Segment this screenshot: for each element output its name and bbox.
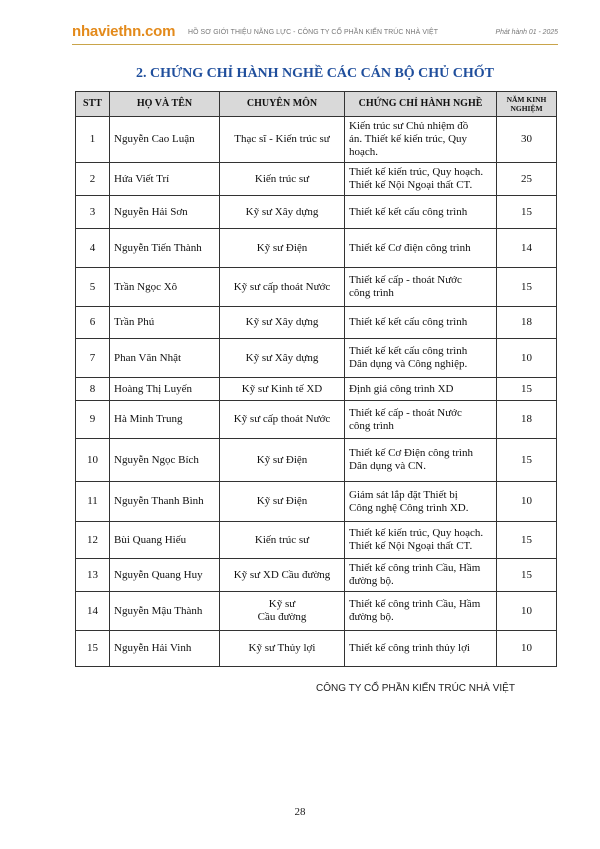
row-name: Nguyễn Thanh Bình bbox=[110, 482, 220, 522]
row-name: Bùi Quang Hiếu bbox=[110, 522, 220, 559]
column-header-specialty: CHUYÊN MÔN bbox=[220, 92, 345, 117]
table-row bbox=[76, 439, 557, 482]
page-header bbox=[72, 22, 558, 45]
table-row bbox=[76, 482, 557, 522]
certificate-line: công trình bbox=[349, 287, 394, 299]
row-stt: 15 bbox=[76, 631, 110, 667]
row-specialty: Kỹ sư Điện bbox=[220, 229, 345, 268]
table-row bbox=[76, 307, 557, 339]
row-years: 15 bbox=[497, 439, 557, 482]
row-stt: 13 bbox=[76, 559, 110, 592]
column-header-stt: STT bbox=[76, 92, 110, 117]
row-years: 18 bbox=[497, 401, 557, 439]
row-certificate bbox=[345, 631, 497, 667]
row-specialty: Kỹ sư Xây dựng bbox=[220, 307, 345, 339]
row-stt: 2 bbox=[76, 163, 110, 196]
row-years: 25 bbox=[497, 163, 557, 196]
column-header-certificate: CHỨNG CHỈ HÀNH NGHỀ bbox=[345, 92, 497, 117]
row-name: Nguyễn Hải Sơn bbox=[110, 196, 220, 229]
table-row bbox=[76, 559, 557, 592]
row-years: 15 bbox=[497, 196, 557, 229]
row-years: 10 bbox=[497, 339, 557, 378]
row-specialty: Kỹ sư Điện bbox=[220, 482, 345, 522]
row-certificate bbox=[345, 439, 497, 482]
row-specialty: Kỹ sư XD Cầu đường bbox=[220, 559, 345, 592]
row-years: 10 bbox=[497, 592, 557, 631]
row-specialty bbox=[220, 592, 345, 631]
certificate-line: công trình bbox=[349, 419, 394, 432]
table-row bbox=[76, 339, 557, 378]
certificate-line: Công nghệ Công trình XD. bbox=[349, 501, 469, 514]
row-stt: 4 bbox=[76, 229, 110, 268]
certificate-line: Thiết kế kết cấu công trình bbox=[349, 316, 468, 328]
certificate-line: Định giá công trình XD bbox=[349, 382, 454, 395]
row-name: Hà Minh Trung bbox=[110, 401, 220, 439]
row-years: 18 bbox=[497, 307, 557, 339]
row-years: 15 bbox=[497, 268, 557, 307]
row-years: 10 bbox=[497, 631, 557, 667]
row-stt: 8 bbox=[76, 378, 110, 401]
row-name: Hoàng Thị Luyến bbox=[110, 378, 220, 401]
row-name: Trần Phú bbox=[110, 307, 220, 339]
row-specialty: Kỹ sư Thủy lợi bbox=[220, 631, 345, 667]
company-name-footer: CÔNG TY CỔ PHẦN KIẾN TRÚC NHÀ VIỆT bbox=[316, 683, 515, 694]
row-specialty: Kiến trúc sư bbox=[220, 163, 345, 196]
staff-certificates-table bbox=[75, 91, 557, 667]
certificate-line: đường bộ. bbox=[349, 575, 394, 587]
certificate-line: Dân dụng và CN. bbox=[349, 460, 426, 472]
page-number: 28 bbox=[294, 806, 306, 818]
row-years: 14 bbox=[497, 229, 557, 268]
row-name: Phan Văn Nhật bbox=[110, 339, 220, 378]
row-name: Trần Ngọc Xô bbox=[110, 268, 220, 307]
certificate-line: Thiết kế công trình thủy lợi bbox=[349, 642, 470, 654]
row-specialty: Kỹ sư cấp thoát Nước bbox=[220, 268, 345, 307]
certificate-line: Thiết kế Nội Ngoại thất CT. bbox=[349, 179, 473, 191]
row-certificate bbox=[345, 196, 497, 229]
table-row bbox=[76, 229, 557, 268]
certificate-line: Giám sát lắp đặt Thiết bị bbox=[349, 488, 458, 501]
table-header-row bbox=[76, 92, 557, 117]
row-stt: 12 bbox=[76, 522, 110, 559]
row-years: 15 bbox=[497, 378, 557, 401]
row-specialty: Kiến trúc sư bbox=[220, 522, 345, 559]
column-header-years: NĂM KINH NGHIỆM bbox=[497, 92, 557, 117]
table-body bbox=[76, 117, 557, 667]
row-certificate bbox=[345, 339, 497, 378]
column-header-name: HỌ VÀ TÊN bbox=[110, 92, 220, 117]
row-years: 10 bbox=[497, 482, 557, 522]
row-stt: 6 bbox=[76, 307, 110, 339]
row-stt: 3 bbox=[76, 196, 110, 229]
certificate-line: Thiết kế Cơ điện công trình bbox=[349, 241, 471, 254]
certificate-line: Thiết kế kết cấu công trình bbox=[349, 345, 468, 357]
table-row bbox=[76, 196, 557, 229]
row-name: Nguyễn Quang Huy bbox=[110, 559, 220, 592]
row-certificate bbox=[345, 117, 497, 163]
certificate-line: đường bộ. bbox=[349, 611, 394, 623]
certificate-line: Thiết kế công trình Cầu, Hầm bbox=[349, 562, 481, 574]
certificate-line: Dân dụng và Công nghiệp. bbox=[349, 358, 468, 370]
row-name: Nguyễn Ngọc Bích bbox=[110, 439, 220, 482]
specialty-line: Cầu đường bbox=[257, 611, 307, 623]
section-title: 2. CHỨNG CHỈ HÀNH NGHỀ CÁC CÁN BỘ CHỦ CHỐT bbox=[135, 66, 495, 81]
row-certificate bbox=[345, 559, 497, 592]
row-name: Nguyễn Hải Vinh bbox=[110, 631, 220, 667]
row-specialty: Kỹ sư cấp thoát Nước bbox=[220, 401, 345, 439]
table-row bbox=[76, 268, 557, 307]
row-certificate bbox=[345, 401, 497, 439]
row-years: 15 bbox=[497, 559, 557, 592]
certificate-line: Thiết kế Cơ Điện công trình bbox=[349, 447, 474, 459]
certificate-line: Thiết kế kiến trúc, Quy hoạch. bbox=[349, 166, 484, 178]
row-certificate bbox=[345, 482, 497, 522]
row-years: 30 bbox=[497, 117, 557, 163]
certificate-line: Thiết kế cấp - thoát Nước bbox=[349, 406, 462, 419]
row-stt: 5 bbox=[76, 268, 110, 307]
table-row bbox=[76, 117, 557, 163]
certificate-line: Kiến trúc sư Chủ nhiệm đồ bbox=[349, 120, 469, 132]
certificate-line: hoạch. bbox=[349, 146, 379, 158]
row-stt: 7 bbox=[76, 339, 110, 378]
certificate-line: Thiết kế kiến trúc, Quy hoạch. bbox=[349, 527, 484, 539]
row-name: Nguyễn Cao Luận bbox=[110, 117, 220, 163]
row-certificate bbox=[345, 268, 497, 307]
row-specialty: Kỹ sư Điện bbox=[220, 439, 345, 482]
row-specialty: Kỹ sư Xây dựng bbox=[220, 196, 345, 229]
table-row bbox=[76, 592, 557, 631]
edition-label: Phát hành 01 - 2025 bbox=[495, 29, 558, 36]
row-stt: 10 bbox=[76, 439, 110, 482]
table-row bbox=[76, 631, 557, 667]
row-stt: 14 bbox=[76, 592, 110, 631]
row-certificate bbox=[345, 229, 497, 268]
table-row bbox=[76, 163, 557, 196]
row-stt: 1 bbox=[76, 117, 110, 163]
row-specialty: Kỹ sư Xây dựng bbox=[220, 339, 345, 378]
row-specialty: Thạc sĩ - Kiến trúc sư bbox=[220, 117, 345, 163]
table-row bbox=[76, 401, 557, 439]
certificate-line: Thiết kế cấp - thoát Nước bbox=[349, 274, 462, 286]
certificate-line: Thiết kế kết cấu công trình bbox=[349, 205, 468, 218]
row-name: Nguyễn Tiến Thành bbox=[110, 229, 220, 268]
row-certificate bbox=[345, 378, 497, 401]
certificate-line: Thiết kế Nội Ngoại thất CT. bbox=[349, 540, 473, 552]
certificate-line: Thiết kế công trình Cầu, Hầm bbox=[349, 598, 481, 610]
header-title: HỒ SƠ GIỚI THIỆU NĂNG LỰC - CÔNG TY CỔ PHẦN KIẾN TRÚC NHÀ VIỆT bbox=[188, 29, 439, 36]
table-row bbox=[76, 378, 557, 401]
row-years: 15 bbox=[497, 522, 557, 559]
row-certificate bbox=[345, 163, 497, 196]
row-name: Hứa Viết Trí bbox=[110, 163, 220, 196]
company-logo[interactable]: nhaviethn.com bbox=[72, 23, 176, 40]
row-certificate bbox=[345, 592, 497, 631]
row-name: Nguyễn Mậu Thành bbox=[110, 592, 220, 631]
row-specialty: Kỹ sư Kinh tế XD bbox=[220, 378, 345, 401]
row-stt: 11 bbox=[76, 482, 110, 522]
row-certificate bbox=[345, 307, 497, 339]
table-row bbox=[76, 522, 557, 559]
certificate-line: án. Thiết kế kiến trúc, Quy bbox=[349, 133, 468, 145]
specialty-line: Kỹ sư bbox=[268, 598, 296, 610]
row-certificate bbox=[345, 522, 497, 559]
row-stt: 9 bbox=[76, 401, 110, 439]
